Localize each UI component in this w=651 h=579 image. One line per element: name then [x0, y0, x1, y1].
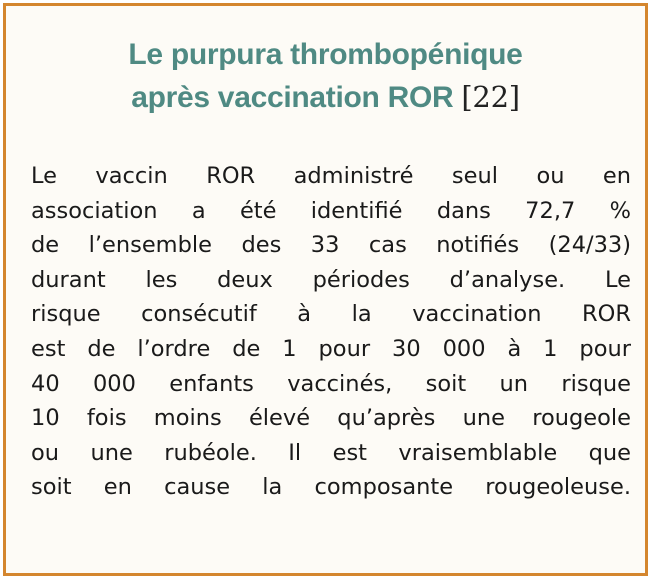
info-box: [3, 3, 648, 576]
text-line: Le vaccin ROR administré seul ou en: [31, 163, 631, 189]
text-line: ou une rubéole. Il est vraisemblable que: [31, 439, 631, 466]
text-line: 10 fois moins élevé qu’après une rougeole: [31, 405, 631, 432]
text-line: association a été identifié dans 72,7 %: [31, 197, 631, 224]
text-line: risque consécutif à la vaccination ROR: [31, 301, 631, 328]
text-line: 40 000 enfants vaccinés, soit un risque: [31, 370, 631, 397]
text-line: durant les deux périodes d’analyse. Le: [31, 266, 631, 293]
title-line-1: Le purpura thrombopénique: [128, 38, 523, 71]
title-line-2: [6, 76, 645, 119]
reference-number: [22]: [461, 80, 520, 114]
box-title: [6, 33, 645, 119]
body-paragraph: [31, 159, 631, 505]
text-line: de l’ensemble des 33 cas notifiés (24/33): [31, 232, 631, 259]
title-line-2-text: après vaccination ROR: [131, 81, 454, 114]
text-line: soit en cause la composante rougeoleuse.: [31, 474, 631, 501]
text-line: est de l’ordre de 1 pour 30 000 à 1 pour: [31, 335, 631, 362]
